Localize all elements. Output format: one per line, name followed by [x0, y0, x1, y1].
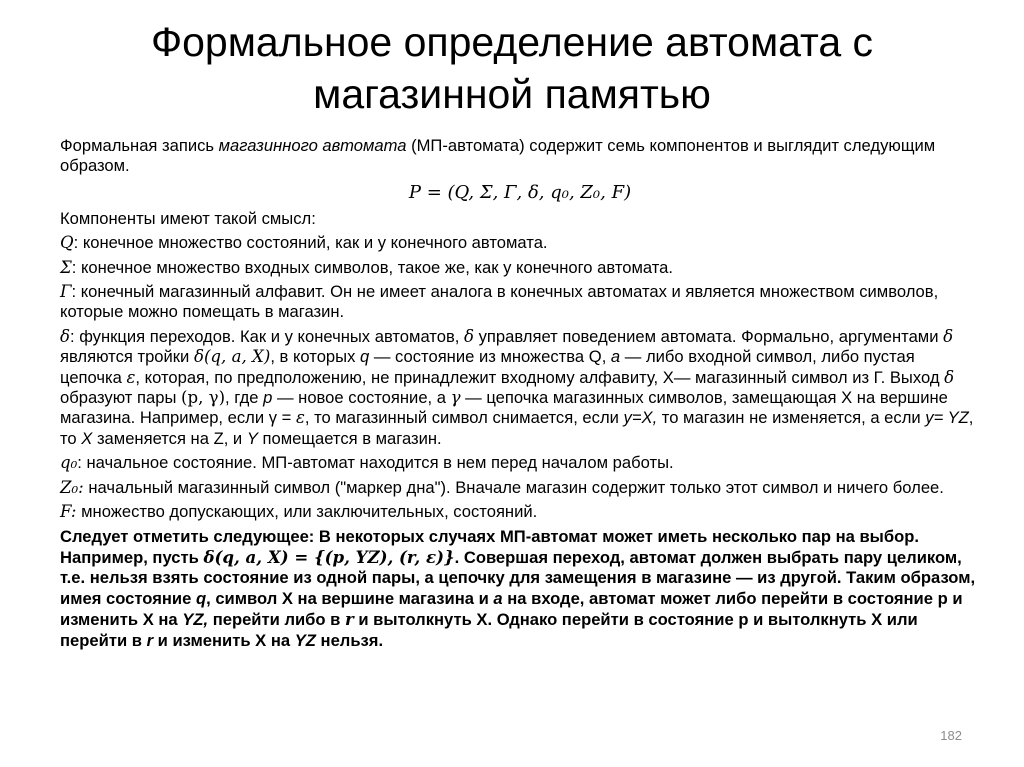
note-text-2: . Совершая переход, автомат должен выбрать пару целиком, т.е. нельзя взять состояние из одной пары, а цепочку для замещения в магазине — из другой. Таким образом, имея состояние [60, 547, 976, 608]
note-text-1: Следует отметить следующее: В некоторых случаях МП-автомат может иметь несколько пар на выбор. Например, пусть [60, 526, 919, 567]
component-z0 [60, 478, 980, 498]
intro-term: магазинного автомата [218, 136, 407, 155]
symbol-f: F: [60, 502, 77, 522]
delta-text-13: , то магазинный символ снимается, если [304, 408, 624, 428]
note-text-6: и вытолкнуть X. Однако перейти в состояние р и вытолкнуть X или перейти в [60, 610, 918, 650]
component-sigma-text: : конечное множество входных символов, такое же, как у конечного автомата. [71, 257, 673, 277]
note-q: q [195, 588, 207, 608]
intro-text-pre: Формальная запись [60, 136, 219, 155]
delta-text-5: — состояние из множества [369, 347, 589, 367]
delta-text-9: образуют пары [60, 388, 181, 408]
component-z0-text: начальный магазинный символ ("маркер дна"). Вначале магазин содержит только этот символ и ничего более. [83, 477, 944, 497]
delta-y: Y [246, 428, 258, 448]
delta-text-15: , то [60, 408, 974, 448]
note-r-2: r [146, 630, 154, 650]
delta-text-8: , которая, по предположению, не принадлежит входному алфавиту, X— магазинный символ из Г. Выход [135, 367, 945, 387]
components-heading: Компоненты имеют такой смысл: [60, 208, 316, 228]
slide-body [60, 136, 980, 655]
delta-text-1: : функция переходов. Как и у конечных автоматов, [70, 326, 464, 346]
automaton-formula: P = (Q, Σ, Γ, δ, q₀, Z₀, F) [408, 181, 632, 203]
component-q0-text: : начальное состояние. МП-автомат находится в нем перед началом работы. [77, 453, 674, 473]
delta-x: X [81, 428, 93, 448]
symbol-q: Q [60, 233, 74, 253]
delta-gamma: γ [450, 388, 461, 408]
component-f [60, 502, 980, 522]
delta-epsilon-2: ε [295, 408, 305, 428]
delta-text-4: , в которых [270, 347, 360, 367]
delta-symbol-2: δ [464, 326, 474, 346]
delta-pair: (p, γ) [181, 388, 226, 408]
delta-text-10: , где [225, 388, 264, 408]
component-sigma [60, 258, 980, 278]
title-line-1: Формальное определение автомата с [150, 19, 874, 65]
delta-text-17: помещается в магазин. [257, 428, 442, 448]
delta-text-2: управляет поведением автомата. Формально, аргументами [474, 326, 944, 346]
note-a: a [493, 588, 503, 608]
delta-p: p [263, 388, 273, 408]
component-gamma [60, 282, 980, 323]
symbol-z0: Z₀: [60, 477, 84, 497]
delta-a: a [610, 347, 621, 367]
delta-text-3: являются тройки [60, 347, 194, 367]
delta-q-set: Q [588, 347, 602, 367]
symbol-sigma: Σ [60, 257, 72, 277]
note-yz-2: YZ [294, 630, 316, 650]
note-text-8: нельзя. [315, 630, 384, 650]
delta-text-11: — новое состояние, а [272, 388, 451, 408]
delta-text-6: , [601, 347, 611, 367]
component-q [60, 233, 980, 253]
symbol-gamma: Γ [60, 282, 72, 302]
note-text-4: на входе, автомат может либо перейти в состояние р и изменить X на [60, 588, 963, 630]
delta-text-16: заменяется на Z, и [92, 428, 247, 448]
delta-q: q [360, 347, 370, 367]
title-line-2: магазинной памятью [313, 71, 711, 117]
note-text-5: перейти либо в [208, 610, 345, 630]
component-delta [60, 327, 980, 449]
delta-y-equals-x: y=X, [623, 408, 658, 428]
delta-text-12: — цепочка магазинных символов, замещающая X на вершине магазина. Например, если γ = [60, 388, 948, 428]
delta-text-14: то магазин не изменяется, а если [657, 408, 926, 428]
delta-symbol-3: δ [943, 326, 954, 346]
intro-text-post: (МП-автомата) содержит семь компонентов и выглядит следующим образом. [60, 136, 936, 176]
symbol-delta: δ [60, 326, 70, 346]
delta-triple: δ(q, a, X) [193, 347, 271, 367]
page-number: 182 [940, 728, 962, 743]
component-f-text: множество допускающих, или заключительных, состояний. [76, 502, 538, 522]
note-paragraph [60, 527, 980, 651]
symbol-q0: q₀ [60, 453, 78, 473]
delta-symbol-4: δ [944, 367, 955, 387]
slide-title [40, 16, 984, 120]
note-r-1: r [345, 609, 354, 630]
note-formula: δ(q, a, X) = {(p, YZ), (r, ε)} [203, 546, 455, 567]
note-text-3: , символ X на вершине магазина и [206, 588, 494, 608]
delta-epsilon: ε [126, 367, 136, 387]
note-text-7: и изменить X на [153, 630, 295, 650]
intro-paragraph [60, 136, 980, 177]
component-gamma-text: : конечный магазинный алфавит. Он не имеет аналога в конечных автоматах и является множеством символов, которые можно помещать в магазин. [60, 282, 939, 322]
note-yz-1: YZ, [182, 610, 209, 630]
delta-y-equals-yz: y= YZ [925, 408, 969, 428]
delta-text-7: — либо входной символ, либо пустая цепочка [60, 347, 915, 387]
component-q-text: : конечное множество состояний, как и у конечного автомата. [73, 233, 548, 253]
component-q0 [60, 453, 980, 473]
